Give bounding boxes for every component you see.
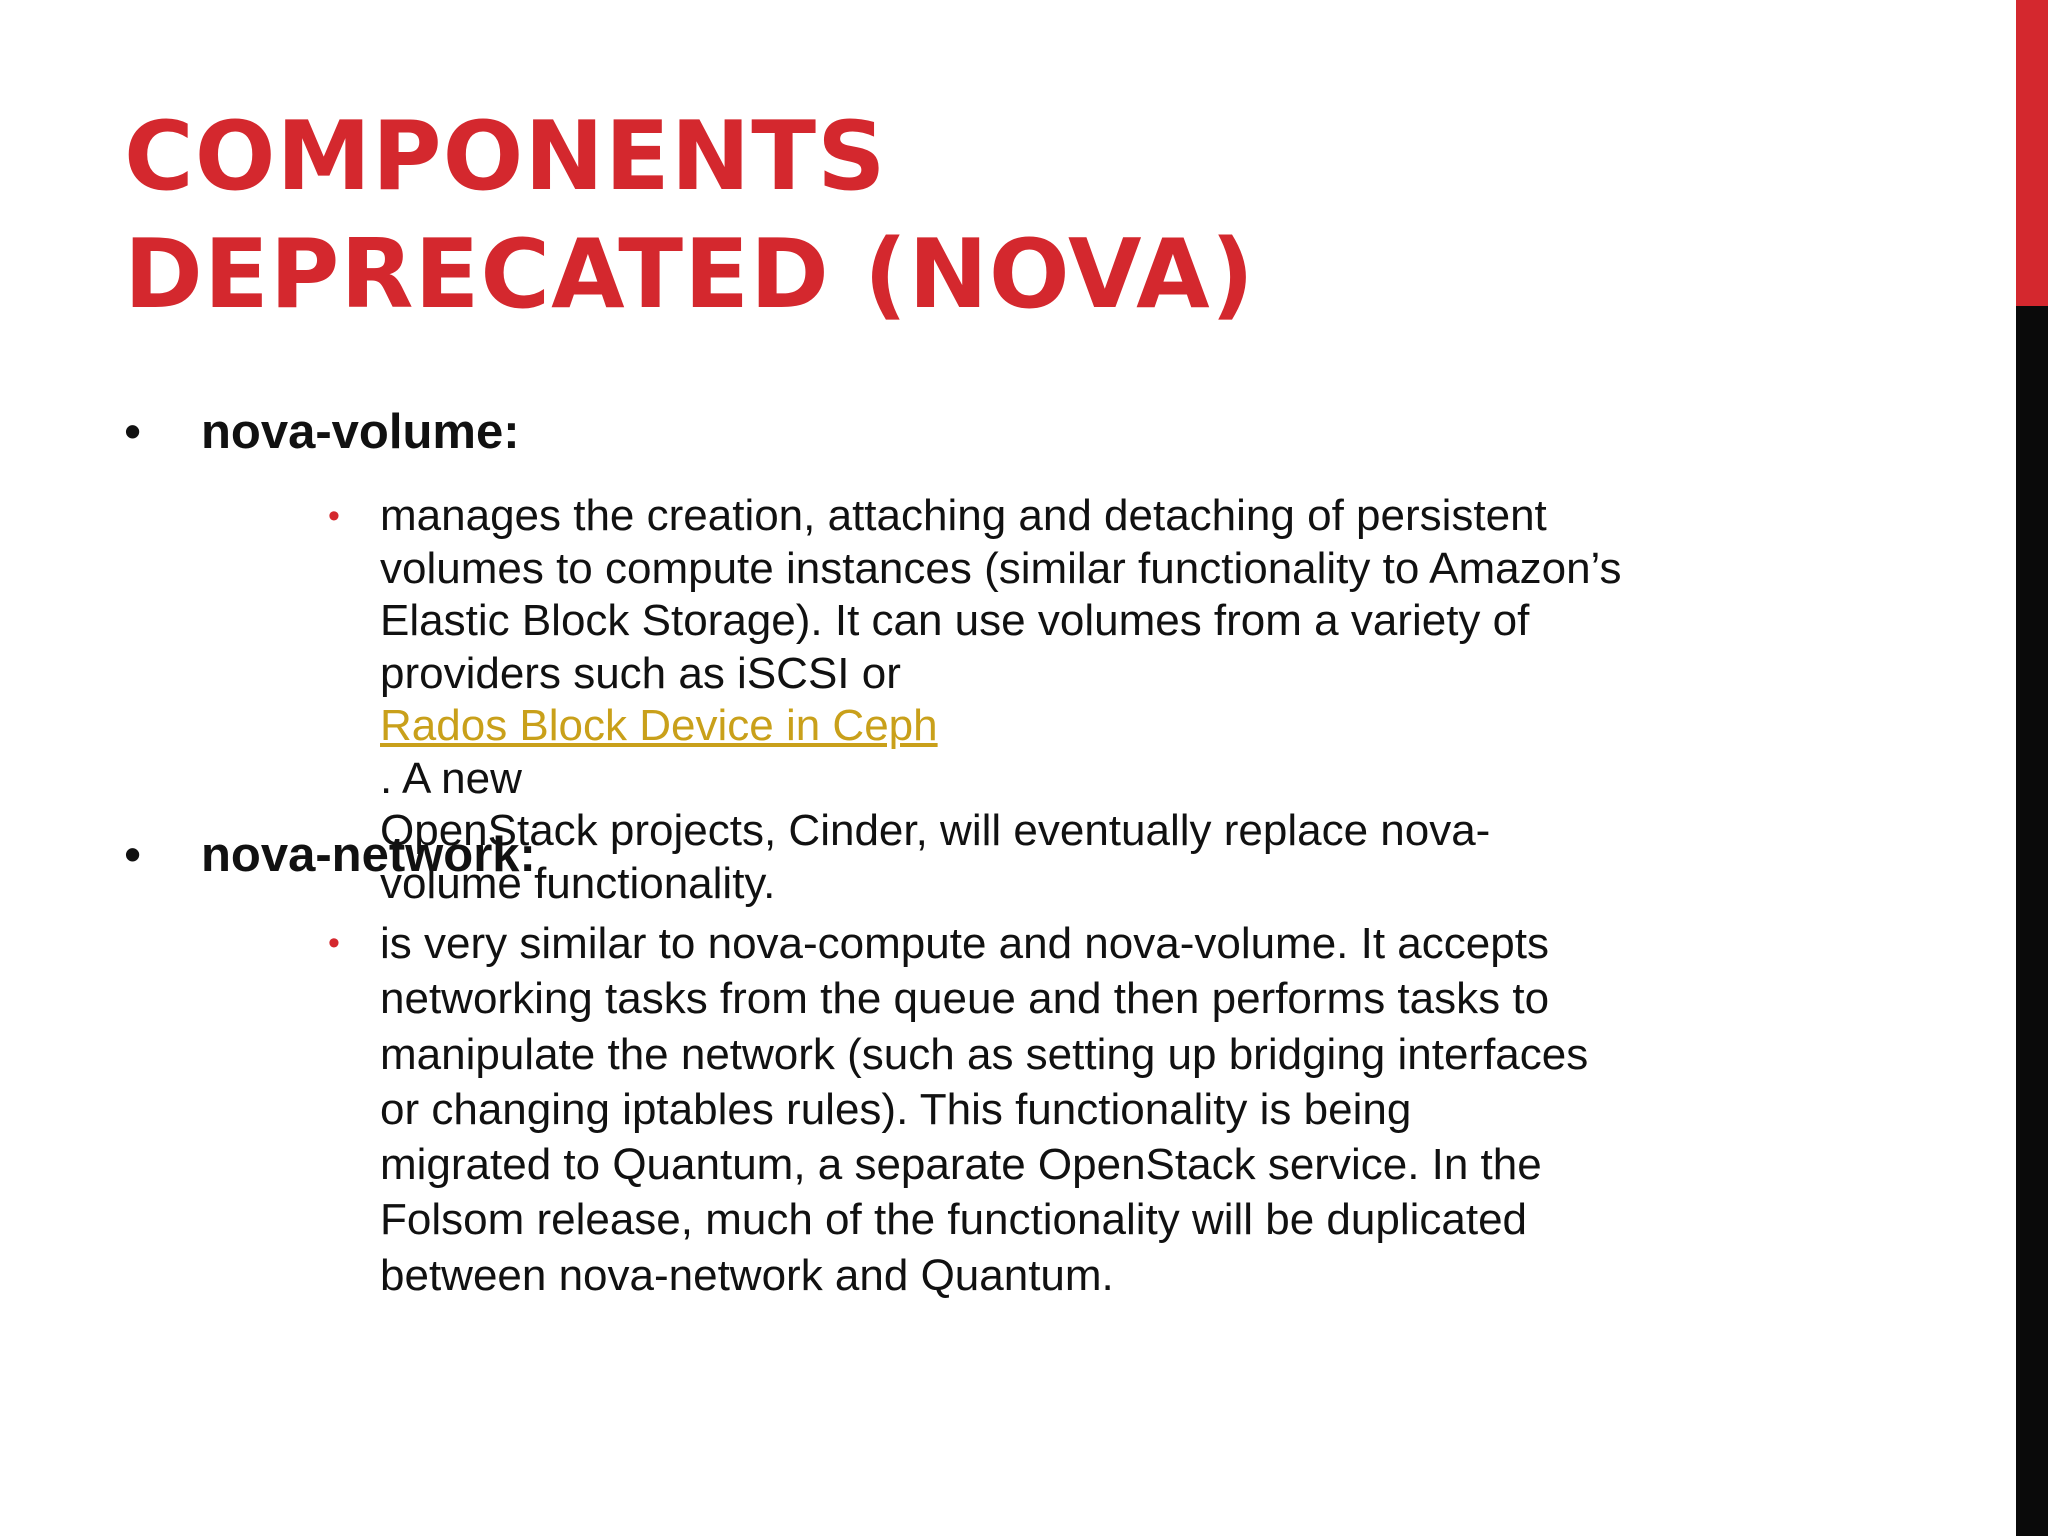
bullet-label: nova-volume: bbox=[201, 405, 520, 459]
text-line: Elastic Block Storage). It can use volumes from a variety of bbox=[380, 596, 1530, 645]
text-line: volume functionality. bbox=[380, 858, 776, 908]
text-line: between nova-network and Quantum. bbox=[380, 1250, 1114, 1300]
text-line: Folsom release, much of the functionality will be duplicated bbox=[380, 1195, 1528, 1245]
text-line: manipulate the network (such as setting up bridging interfaces bbox=[380, 1029, 1589, 1079]
bullet-label: nova-network: bbox=[201, 828, 536, 882]
sub-bullet-marker: • bbox=[328, 497, 340, 535]
text-fragment: . A new bbox=[380, 753, 522, 803]
text-fragment: providers such as iSCSI or bbox=[380, 648, 901, 698]
side-accent-red bbox=[2016, 0, 2048, 306]
slide-title-line-1: COMPONENTS bbox=[124, 102, 887, 212]
text-line: migrated to Quantum, a separate OpenStack service. In the bbox=[380, 1140, 1542, 1190]
side-accent-black bbox=[2016, 306, 2048, 1536]
text-line: networking tasks from the queue and then performs tasks to bbox=[380, 974, 1550, 1024]
text-line: OpenStack projects, Cinder, will eventually replace nova- bbox=[380, 806, 1491, 855]
rados-block-device-link[interactable]: Rados Block Device in Ceph bbox=[380, 701, 938, 750]
text-line bbox=[380, 648, 1840, 806]
bullet-marker: • bbox=[124, 828, 142, 882]
bullet-marker: • bbox=[124, 405, 142, 459]
text-line: manages the creation, attaching and detaching of persistent bbox=[380, 491, 1547, 540]
sub-bullet-marker: • bbox=[328, 924, 340, 962]
side-accent-bar bbox=[2016, 0, 2048, 1536]
text-line: is very similar to nova-compute and nova-volume. It accepts bbox=[380, 919, 1549, 968]
sub-bullet-text bbox=[380, 916, 1840, 1303]
sub-bullet-text bbox=[380, 490, 1840, 910]
slide-title-line-2: DEPRECATED (NOVA) bbox=[124, 220, 1256, 330]
text-line: or changing iptables rules). This functionality is being bbox=[380, 1084, 1412, 1134]
text-line: volumes to compute instances (similar functionality to Amazon’s bbox=[380, 543, 1622, 593]
